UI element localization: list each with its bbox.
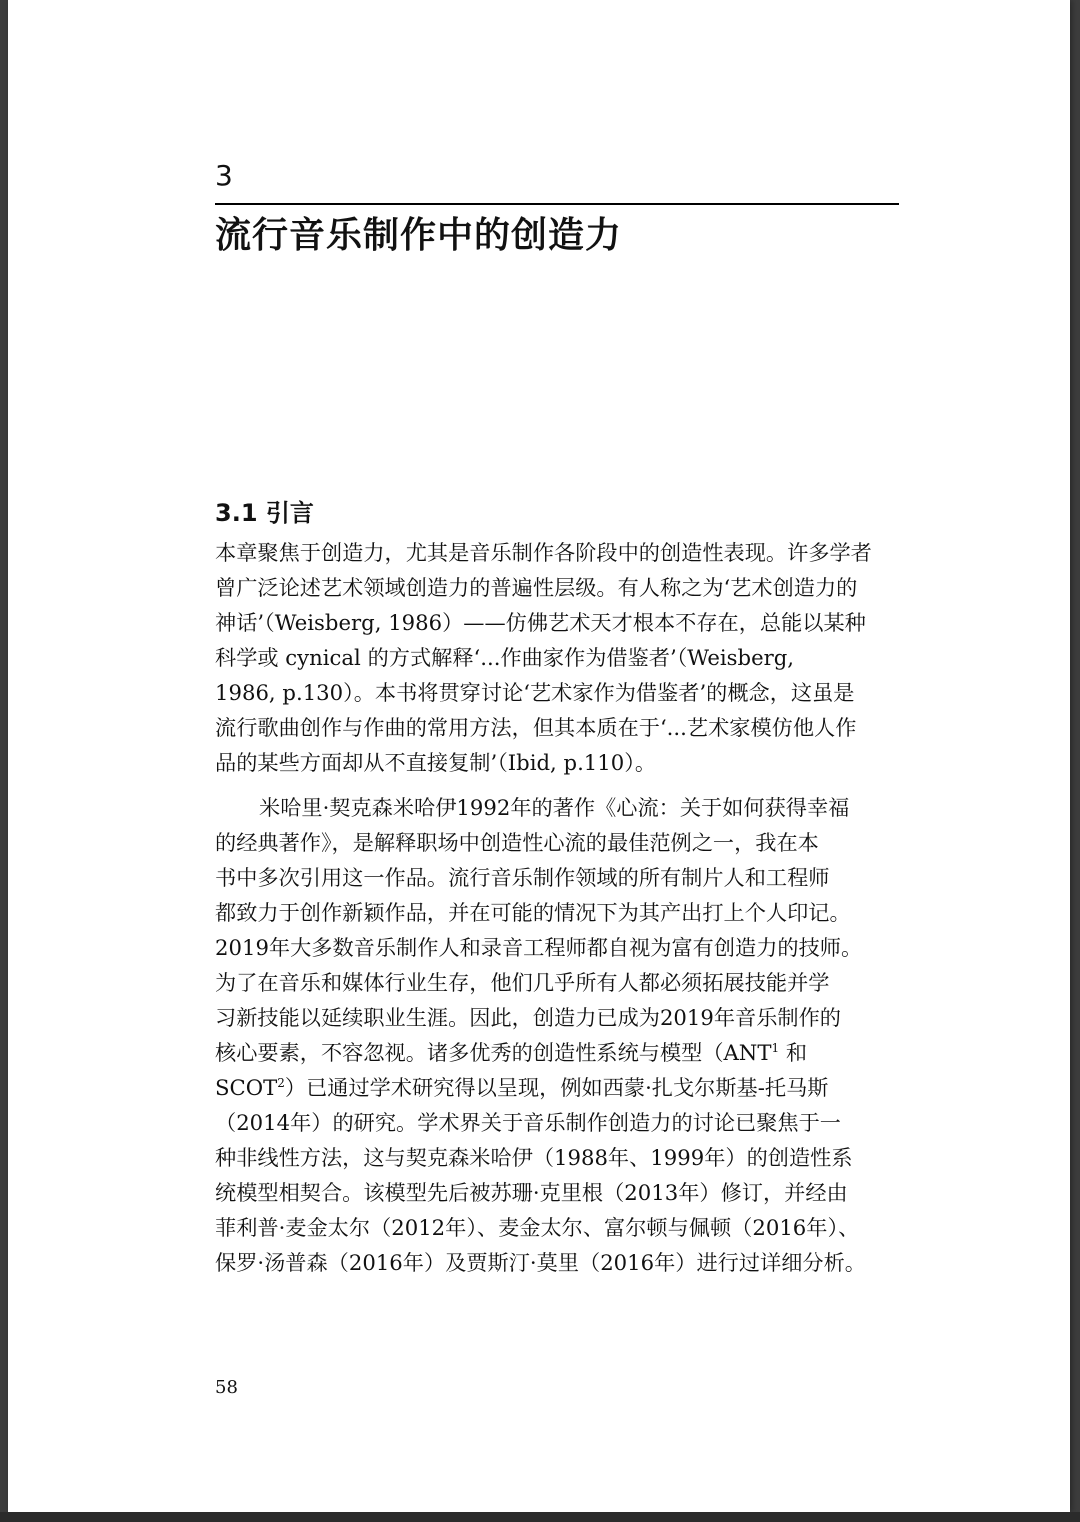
- text-line: 品的某些方面却从不直接复制’（Ibid, p.110）。: [215, 750, 657, 775]
- text-line: 1986, p.130）。本书将贯穿讨论‘艺术家作为借鉴者’的概念，这虽是: [215, 680, 855, 705]
- paragraph-1: [215, 535, 905, 780]
- chapter-rule: [215, 203, 899, 205]
- text-line: 菲利普·麦金太尔（2012年）、麦金太尔、富尔顿与佩顿（2016年）、: [215, 1215, 860, 1240]
- text-line: 本章聚焦于创造力，尤其是音乐制作各阶段中的创造性表现。许多学者: [215, 540, 872, 565]
- text-line: （2014年）的研究。学术界关于音乐制作创造力的讨论已聚焦于一: [215, 1110, 841, 1135]
- chapter-number: 3: [215, 159, 233, 192]
- text-line: 神话’（Weisberg, 1986）——仿佛艺术天才根本不存在，总能以某种: [215, 610, 866, 635]
- text-line: 保罗·汤普森（2016年）及贾斯汀·莫里（2016年）进行过详细分析。: [215, 1250, 866, 1275]
- text-line: 科学或 cynical 的方式解释‘...作曲家作为借鉴者’（Weisberg,: [215, 645, 795, 670]
- text-line-ant: [215, 1035, 905, 1070]
- text-line-scot: [215, 1070, 905, 1105]
- page-number: 58: [215, 1377, 238, 1398]
- text-line: 统模型相契合。该模型先后被苏珊·克里根（2013年）修订，并经由: [215, 1180, 848, 1205]
- text-line: 种非线性方法，这与契克森米哈伊（1988年、1999年）的创造性系: [215, 1145, 853, 1170]
- section-heading: 3.1 引言: [215, 499, 314, 527]
- viewer-bottom-bar: [0, 1512, 1080, 1522]
- text-segment: 核心要素，不容忽视。诸多优秀的创造性系统与模型（ANT: [215, 1040, 772, 1065]
- text-line: 2019年大多数音乐制作人和录音工程师都自视为富有创造力的技师。: [215, 935, 863, 960]
- text-line: 流行歌曲创作与作曲的常用方法，但其本质在于‘...艺术家模仿他人作: [215, 715, 857, 740]
- text-segment: SCOT: [215, 1075, 278, 1100]
- text-line: 为了在音乐和媒体行业生存，他们几乎所有人都必须拓展技能并学: [215, 970, 830, 995]
- text-segment: ）已通过学术研究得以呈现，例如西蒙·扎戈尔斯基-托马斯: [284, 1075, 829, 1100]
- text-segment: 和: [779, 1040, 808, 1065]
- book-page: [8, 0, 1070, 1512]
- text-line: 习新技能以延续职业生涯。因此，创造力已成为2019年音乐制作的: [215, 1005, 841, 1030]
- footnote-ref-2[interactable]: 2: [277, 1076, 285, 1090]
- text-line: 曾广泛论述艺术领域创造力的普遍性层级。有人称之为‘艺术创造力的: [215, 575, 858, 600]
- paragraph-2: [215, 790, 905, 1280]
- text-line: 米哈里·契克森米哈伊1992年的著作《心流：关于如何获得幸福: [259, 795, 850, 820]
- chapter-title: 流行音乐制作中的创造力: [215, 215, 623, 256]
- footnote-ref-1[interactable]: 1: [771, 1041, 780, 1055]
- text-line: 书中多次引用这一作品。流行音乐制作领域的所有制片人和工程师: [215, 865, 830, 890]
- text-line: 都致力于创作新颖作品，并在可能的情况下为其产出打上个人印记。: [215, 900, 851, 925]
- text-line: 的经典著作》，是解释职场中创造性心流的最佳范例之一，我在本: [215, 830, 819, 855]
